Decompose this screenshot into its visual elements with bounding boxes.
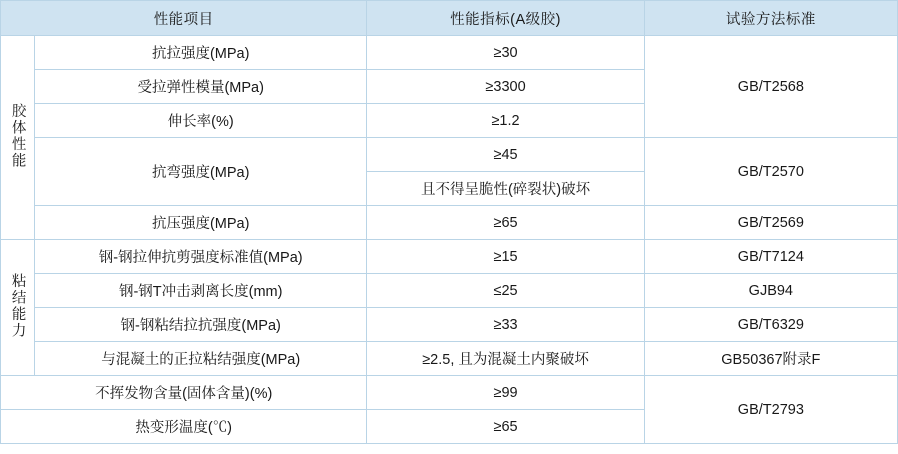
- group-label-colloid: [1, 36, 35, 240]
- row-item: 与混凝土的正拉粘结强度(MPa): [35, 342, 367, 376]
- row-index: ≥30: [367, 36, 644, 70]
- row-standard: GB/T2793: [644, 376, 897, 444]
- group-label-bonding-text: 粘结能力: [9, 272, 26, 339]
- row-standard: GB/T2569: [644, 206, 897, 240]
- table-body: [1, 36, 898, 444]
- row-standard: GB/T2568: [644, 36, 897, 138]
- table-header: [1, 1, 898, 36]
- header-performance-index: 性能指标(A级胶): [367, 1, 644, 36]
- header-row: [1, 1, 898, 36]
- row-standard: GJB94: [644, 274, 897, 308]
- row-index: ≥99: [367, 376, 644, 410]
- row-index: ≥65: [367, 410, 644, 444]
- group-label-colloid-text: 胶体性能: [9, 102, 26, 169]
- row-index: ≥65: [367, 206, 644, 240]
- row-index: ≤25: [367, 274, 644, 308]
- row-index: ≥3300: [367, 70, 644, 104]
- row-item: 抗压强度(MPa): [35, 206, 367, 240]
- table-row: [1, 376, 898, 410]
- row-index: ≥33: [367, 308, 644, 342]
- group-label-bonding: [1, 240, 35, 376]
- table-row: [1, 36, 898, 70]
- header-test-standard: 试验方法标准: [644, 1, 897, 36]
- row-index: ≥1.2: [367, 104, 644, 138]
- row-item: 抗弯强度(MPa): [35, 138, 367, 206]
- row-index: ≥45: [367, 138, 644, 172]
- row-item: 钢-钢T冲击剥离长度(mm): [35, 274, 367, 308]
- table-row: [1, 342, 898, 376]
- row-standard: GB/T6329: [644, 308, 897, 342]
- row-item: 钢-钢拉伸抗剪强度标准值(MPa): [35, 240, 367, 274]
- row-item: 伸长率(%): [35, 104, 367, 138]
- table-row: [1, 308, 898, 342]
- row-item: 热变形温度(℃): [1, 410, 367, 444]
- row-item: 不挥发物含量(固体含量)(%): [1, 376, 367, 410]
- header-performance-item: 性能项目: [1, 1, 367, 36]
- row-standard: GB50367附录F: [644, 342, 897, 376]
- table-row: [1, 138, 898, 172]
- table-row: [1, 206, 898, 240]
- row-item: 受拉弹性模量(MPa): [35, 70, 367, 104]
- row-index: 且不得呈脆性(碎裂状)破坏: [367, 172, 644, 206]
- row-standard: GB/T7124: [644, 240, 897, 274]
- row-standard: GB/T2570: [644, 138, 897, 206]
- row-index: ≥2.5, 且为混凝土内聚破坏: [367, 342, 644, 376]
- table-row: [1, 274, 898, 308]
- row-item: 钢-钢粘结拉抗强度(MPa): [35, 308, 367, 342]
- row-index: ≥15: [367, 240, 644, 274]
- table-row: [1, 240, 898, 274]
- row-item: 抗拉强度(MPa): [35, 36, 367, 70]
